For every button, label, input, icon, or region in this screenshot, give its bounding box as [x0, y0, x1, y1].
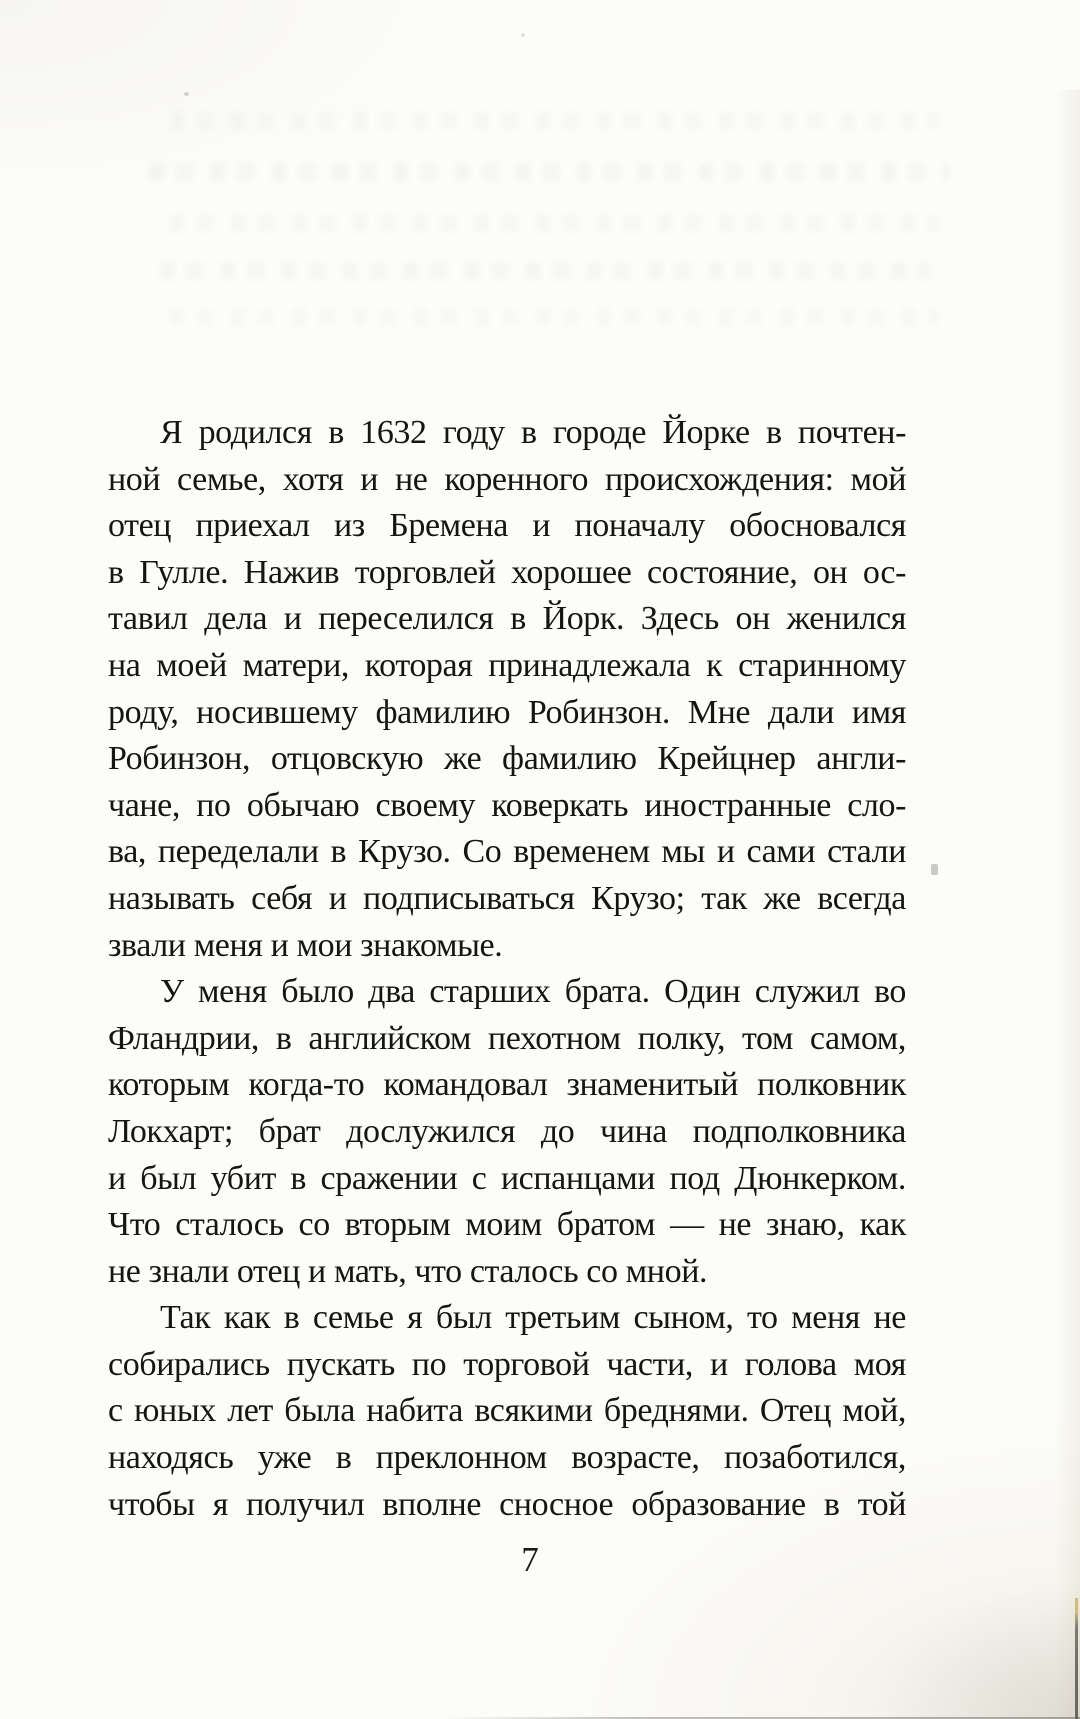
text-line: чане, по обычаю своему коверкать иностранные сло-: [108, 786, 906, 824]
text-line: с юных лет была набита всякими бреднями. Отец мой,: [108, 1392, 906, 1430]
text-line: Робинзон, отцовскую же фамилию Крейцнер англи-: [108, 740, 906, 778]
text-line: Фландрии, в английском пехотном полку, том самом,: [108, 1019, 906, 1057]
text-line: У меня было два старших брата. Один служил во: [160, 973, 906, 1011]
text-line: роду, носившему фамилию Робинзон. Мне дали имя: [108, 693, 906, 731]
page-number: 7: [521, 1540, 539, 1579]
text-line: Что сталось со вторым моим братом — не знаю, как: [108, 1206, 906, 1244]
showthrough-artifact: [160, 262, 930, 280]
showthrough-artifact: [150, 163, 950, 181]
text-line: собирались пускать по торговой части, и голова моя: [108, 1345, 906, 1383]
text-line: Так как в семье я был третьим сыном, то меня не: [160, 1299, 906, 1337]
text-line: и был убит в сражении с испанцами под Дюнкерком.: [108, 1159, 906, 1197]
text-line: Локхарт; брат дослужился до чина подполковника: [108, 1112, 906, 1150]
text-line: которым когда-то командовал знаменитый полковник: [108, 1066, 906, 1104]
showthrough-artifact: [170, 214, 940, 232]
showthrough-artifact: [170, 308, 940, 326]
text-line: Я родился в 1632 году в городе Йорке в почтен-: [160, 414, 906, 451]
text-line: не знали отец и мать, что сталось со мной.: [108, 1252, 708, 1290]
text-line: тавил дела и переселился в Йорк. Здесь он женился: [108, 600, 906, 638]
text-line: на моей матери, которая принадлежала к старинному: [108, 646, 906, 684]
text-line: находясь уже в преклонном возрасте, позаботился,: [108, 1439, 906, 1477]
scan-speck: [388, 1406, 392, 1410]
text-line: отец приехал из Бремена и поначалу обосновался: [108, 507, 906, 545]
scan-speck: [184, 92, 189, 96]
text-line: чтобы я получил вполне сносное образование в той: [108, 1485, 906, 1523]
text-line: ной семье, хотя и не коренного происхождения: мой: [108, 460, 906, 498]
page-edge-shade: [1054, 90, 1080, 1719]
scan-speck: [521, 33, 525, 37]
text-block: [108, 410, 906, 1528]
text-line: звали меня и мои знакомые.: [108, 926, 503, 964]
text-line: ва, переделали в Крузо. Со временем мы и сами стали: [108, 833, 906, 871]
scan-corner-shade: [860, 1579, 1080, 1719]
showthrough-artifact: [170, 112, 940, 130]
text-line: в Гулле. Нажив торговлей хорошее состояние, он ос-: [108, 553, 906, 591]
text-line: называть себя и подписываться Крузо; так же всегда: [108, 879, 906, 917]
scan-speck: [931, 864, 938, 875]
